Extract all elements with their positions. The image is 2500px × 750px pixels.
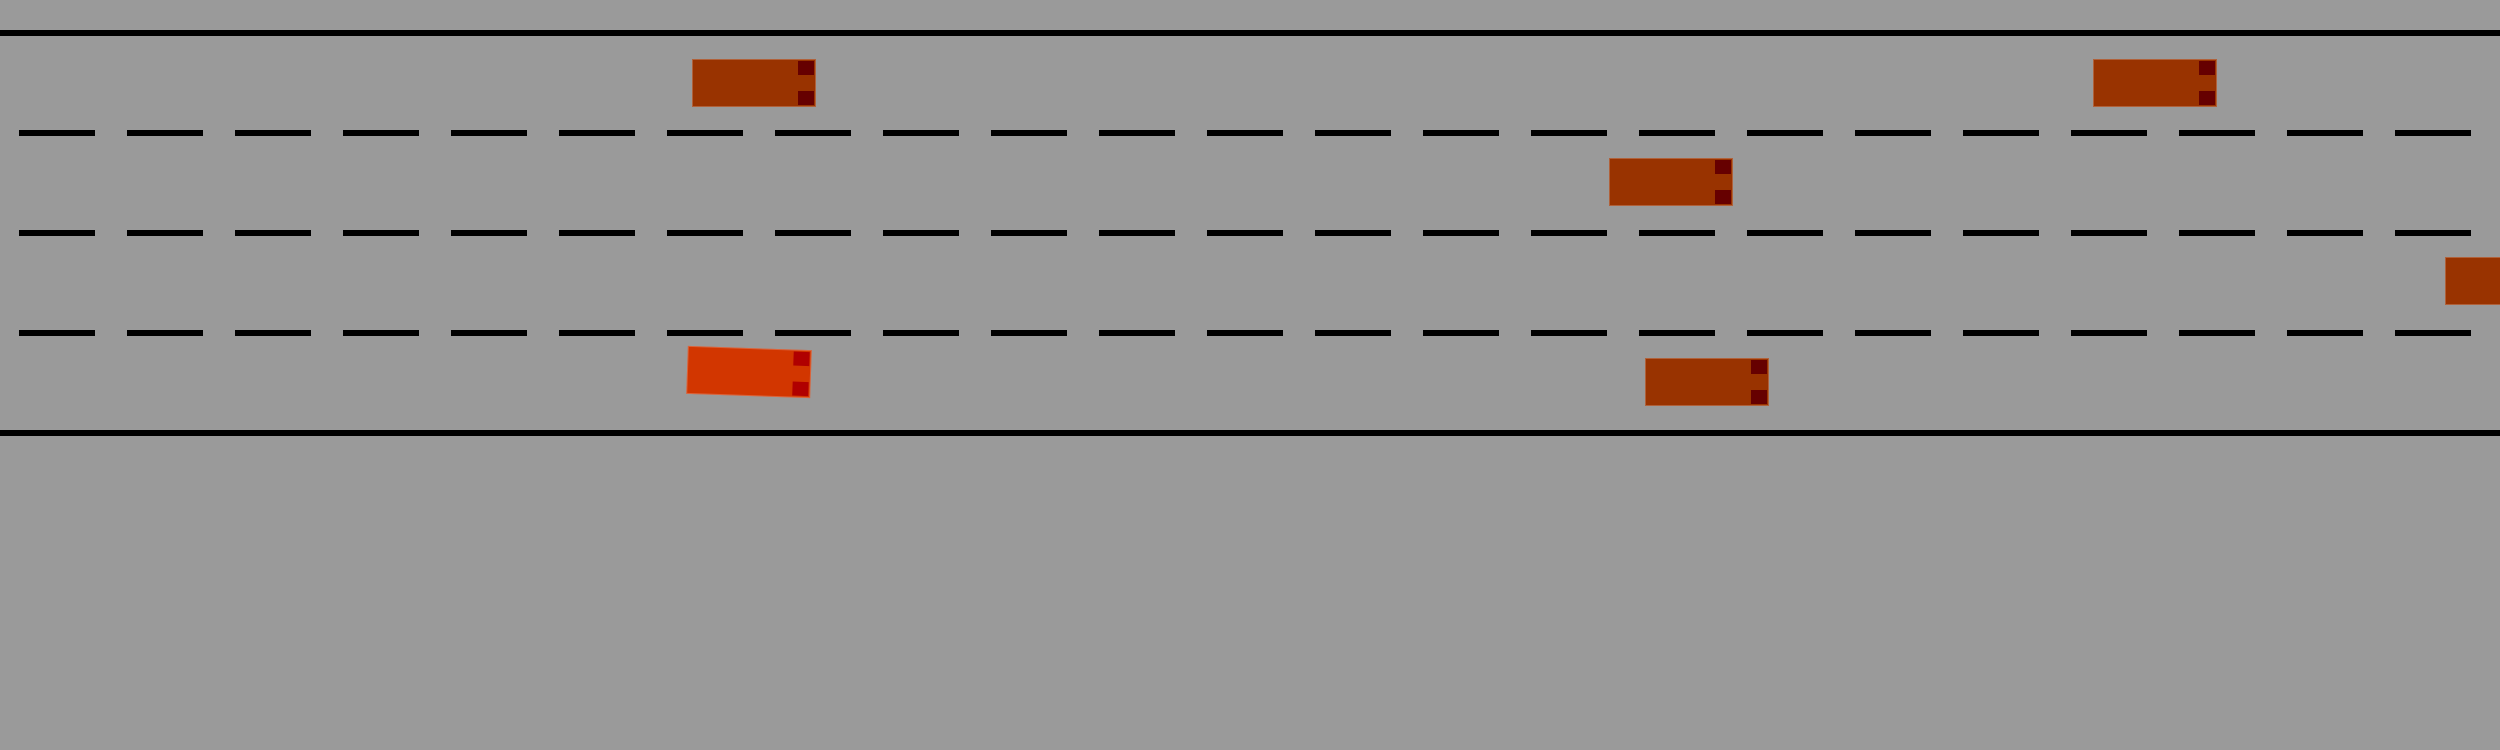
lane-dash [775,330,851,336]
lane-dash [1315,230,1391,236]
lane-dash [19,130,95,136]
lane-dash [1423,330,1499,336]
vehicle-light-left [798,61,814,75]
lane-dash [1315,330,1391,336]
lane-dash [451,230,527,236]
lane-dash [451,130,527,136]
lane-dash [1423,130,1499,136]
lane-dash [1315,130,1391,136]
lane-dash [19,230,95,236]
lane-dash [1747,330,1823,336]
lane-dash [343,130,419,136]
road-edge-top [0,30,2500,36]
lane-dash [2071,230,2147,236]
lane-dash [1531,330,1607,336]
ego-vehicle-light-right [792,382,808,397]
vehicle-light-right [798,91,814,105]
lane-dash [1639,230,1715,236]
vehicle-light-left [1751,360,1767,374]
vehicle-light-right [1751,390,1767,404]
lane-dash [1531,230,1607,236]
lane-dash [1207,230,1283,236]
lane-dash [127,130,203,136]
lane-divider-1 [0,130,2500,136]
lane-dash [2287,130,2363,136]
lane-dash [1207,130,1283,136]
lane-dash [559,230,635,236]
lane-dash [991,330,1067,336]
lane-dash [1099,230,1175,236]
lane-dash [343,330,419,336]
lane-dash [1963,230,2039,236]
lane-dash [343,230,419,236]
lane-dash [559,330,635,336]
lane-dash [2179,230,2255,236]
lane-dash [451,330,527,336]
lane-dash [2287,330,2363,336]
lane-dash [127,330,203,336]
lane-dash [667,330,743,336]
lane-dash [1639,330,1715,336]
vehicle-lane2-a [1609,158,1733,206]
lane-dash [2071,130,2147,136]
lane-dash [883,230,959,236]
lane-dash [1531,130,1607,136]
vehicle-light-left [2199,61,2215,75]
lane-dash [667,230,743,236]
vehicle-lane4-a [1645,358,1769,406]
vehicle-lane1-a [692,59,816,107]
lane-dash [1855,130,1931,136]
lane-dash [1855,230,1931,236]
vehicle-lane3-a [2445,257,2500,305]
lane-dash [1423,230,1499,236]
vehicle-light-right [2199,91,2215,105]
lane-dash [559,130,635,136]
lane-dash [1207,330,1283,336]
lane-dash [1747,130,1823,136]
lane-dash [1963,330,2039,336]
lane-dash [1639,130,1715,136]
lane-dash [1747,230,1823,236]
lane-dash [2071,330,2147,336]
lane-dash [127,230,203,236]
lane-dash [235,130,311,136]
lane-dash [2179,330,2255,336]
lane-dash [1963,130,2039,136]
lane-divider-3 [0,330,2500,336]
lane-dash [991,130,1067,136]
lane-dash [19,330,95,336]
lane-dash [883,330,959,336]
lane-dash [883,130,959,136]
vehicle-light-left [1715,160,1731,174]
lane-dash [667,130,743,136]
lane-dash [775,130,851,136]
lane-dash [2179,130,2255,136]
lane-dash [2395,130,2471,136]
lane-dash [775,230,851,236]
road-edge-bottom [0,430,2500,436]
lane-dash [235,230,311,236]
lane-divider-2 [0,230,2500,236]
lane-dash [2395,230,2471,236]
lane-dash [1099,330,1175,336]
vehicle-light-right [1715,190,1731,204]
lane-dash [235,330,311,336]
ego-vehicle-light-left [793,352,809,367]
lane-dash [1099,130,1175,136]
lane-dash [991,230,1067,236]
vehicle-lane1-b [2093,59,2217,107]
lane-dash [2395,330,2471,336]
ego-vehicle [686,346,812,398]
lane-dash [2287,230,2363,236]
lane-dash [1855,330,1931,336]
